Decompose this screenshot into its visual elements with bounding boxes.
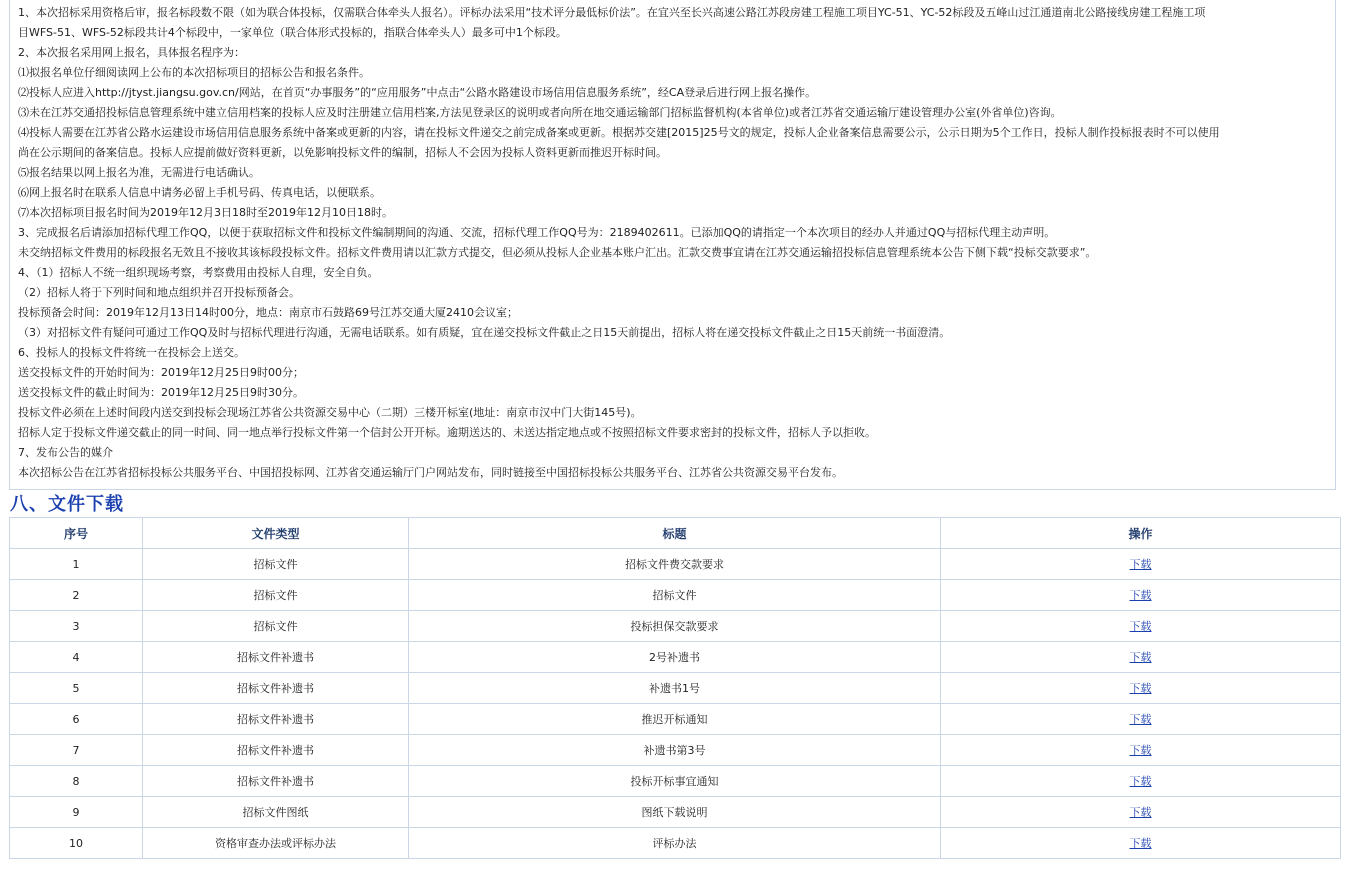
notice-line: ⑺本次招标项目报名时间为2019年12月3日18时至2019年12月10日18时。 (18, 206, 393, 219)
notice-line: 送交投标文件的开始时间为：2019年12月25日9时00分； (18, 366, 304, 379)
notice-line: 4、（1）招标人不统一组织现场考察，考察费用由投标人自理，安全自负。 (18, 266, 379, 279)
download-table (9, 517, 1341, 859)
cell-title: 评标办法 (409, 828, 941, 859)
cell-action (941, 704, 1341, 735)
notice-line: （3）对招标文件有疑问可通过工作QQ及时与招标代理进行沟通，无需电话联系。如有质疑，宜在递交投标文件截止之日15天前提出，招标人将在递交投标文件截止之日15天前统一书面澄清。 (18, 326, 951, 339)
cell-action (941, 549, 1341, 580)
notice-line: ⑴拟报名单位仔细阅读网上公布的本次招标项目的招标公告和报名条件。 (18, 66, 370, 79)
table-row (10, 797, 1341, 828)
download-link[interactable]: 下载 (1129, 589, 1152, 602)
cell-index: 4 (10, 642, 143, 673)
table-header-row (10, 518, 1341, 549)
download-link[interactable]: 下载 (1129, 651, 1152, 664)
cell-action (941, 611, 1341, 642)
table-row (10, 704, 1341, 735)
table-row (10, 828, 1341, 859)
notice-line: 7、发布公告的媒介 (18, 446, 113, 459)
notice-line: 1、本次招标采用资格后审，报名标段数不限（如为联合体投标，仅需联合体牵头人报名）。评标办法采用“技术评分最低标价法”。在宜兴至长兴高速公路江苏段房建工程施工项目YC-51、YC-52标段及五峰山过江通道南北公路接线房建工程施工项 (18, 6, 1206, 19)
cell-action (941, 735, 1341, 766)
download-link[interactable]: 下载 (1129, 806, 1152, 819)
cell-title: 补遗书1号 (409, 673, 941, 704)
cell-file-type: 招标文件补遗书 (143, 735, 409, 766)
cell-index: 7 (10, 735, 143, 766)
cell-file-type: 招标文件补遗书 (143, 704, 409, 735)
notice-line: 尚在公示期间的备案信息。投标人应提前做好资料更新，以免影响投标文件的编制，招标人不会因为投标人资料更新而推迟开标时间。 (18, 146, 667, 159)
cell-index: 1 (10, 549, 143, 580)
header-action: 操作 (941, 518, 1341, 549)
cell-title: 招标文件 (409, 580, 941, 611)
cell-action (941, 580, 1341, 611)
notice-line: ⑵投标人应进入http://jtyst.jiangsu.gov.cn/网站，在首页“办事服务”的“应用服务”中点击“公路水路建设市场信用信息服务系统”，经CA登录后进行网上报名操作。 (18, 86, 817, 99)
notice-line: 招标人定于投标文件递交截止的同一时间、同一地点举行投标文件第一个信封公开开标。逾期送达的、未送达指定地点或不按照招标文件要求密封的投标文件，招标人予以拒收。 (18, 426, 876, 439)
download-link[interactable]: 下载 (1129, 775, 1152, 788)
cell-title: 补遗书第3号 (409, 735, 941, 766)
cell-file-type: 招标文件补遗书 (143, 673, 409, 704)
notice-line: 3、完成报名后请添加招标代理工作QQ，以便于获取招标文件和投标文件编制期间的沟通、交流，招标代理工作QQ号为：2189402611。已添加QQ的请指定一个本次项目的经办人并通过QQ与招标代理主动声明。 (18, 226, 1056, 239)
cell-file-type: 资格审查办法或评标办法 (143, 828, 409, 859)
table-row (10, 549, 1341, 580)
download-link[interactable]: 下载 (1129, 744, 1152, 757)
cell-title: 投标开标事宜通知 (409, 766, 941, 797)
download-link[interactable]: 下载 (1129, 682, 1152, 695)
cell-file-type: 招标文件 (143, 549, 409, 580)
cell-index: 9 (10, 797, 143, 828)
header-title: 标题 (409, 518, 941, 549)
notice-line: 投标文件必须在上述时间段内送交到投标会现场江苏省公共资源交易中心（二期）三楼开标室(地址：南京市汉中门大街145号)。 (18, 406, 642, 419)
notice-line: 6、投标人的投标文件将统一在投标会上送交。 (18, 346, 245, 359)
cell-file-type: 招标文件 (143, 611, 409, 642)
header-index: 序号 (10, 518, 143, 549)
cell-action (941, 673, 1341, 704)
notice-line: 未交纳招标文件费用的标段报名无效且不接收其该标段投标文件。招标文件费用请以汇款方式提交，但必须从投标人企业基本账户汇出。汇款交费事宜请在江苏交通运输招投标信息管理系统本公告下侧下载“投标交款要求”。 (18, 246, 1097, 259)
download-link[interactable]: 下载 (1129, 713, 1152, 726)
cell-index: 2 (10, 580, 143, 611)
cell-index: 10 (10, 828, 143, 859)
notice-line: 2、本次报名采用网上报名，具体报名程序为： (18, 46, 245, 59)
cell-action (941, 828, 1341, 859)
notice-line: 目WFS-51、WFS-52标段共计4个标段中，一家单位（联合体形式投标的，指联合体牵头人）最多可中1个标段。 (18, 26, 567, 39)
cell-index: 8 (10, 766, 143, 797)
cell-title: 图纸下载说明 (409, 797, 941, 828)
table-row (10, 580, 1341, 611)
notice-line: ⑸报名结果以网上报名为准，无需进行电话确认。 (18, 166, 260, 179)
notice-line: ⑷投标人需要在江苏省公路水运建设市场信用信息服务系统中备案或更新的内容，请在投标文件递交之前完成备案或更新。根据苏交建[2015]25号文的规定，投标人企业备案信息需要公示，公示日期为5个工作日，投标人制作投标报表时不可以使用 (18, 126, 1220, 139)
notice-line: （2）招标人将于下列时间和地点组织并召开投标预备会。 (18, 286, 300, 299)
notice-content (9, 0, 1336, 490)
cell-action (941, 766, 1341, 797)
cell-index: 6 (10, 704, 143, 735)
cell-file-type: 招标文件补遗书 (143, 766, 409, 797)
cell-title: 推迟开标通知 (409, 704, 941, 735)
download-link[interactable]: 下载 (1129, 837, 1152, 850)
notice-line: ⑹网上报名时在联系人信息中请务必留上手机号码、传真电话，以便联系。 (18, 186, 381, 199)
notice-line: ⑶未在江苏交通招投标信息管理系统中建立信用档案的投标人应及时注册建立信用档案,方法见登录区的说明或者向所在地交通运输部门招标监督机构(本省单位)或者江苏省交通运输厅建设管理办公室(外省单位)咨询。 (18, 106, 1062, 119)
cell-index: 3 (10, 611, 143, 642)
download-link[interactable]: 下载 (1129, 620, 1152, 633)
table-row (10, 673, 1341, 704)
cell-index: 5 (10, 673, 143, 704)
cell-file-type: 招标文件补遗书 (143, 642, 409, 673)
notice-line: 送交投标文件的截止时间为：2019年12月25日9时30分。 (18, 386, 304, 399)
notice-line: 投标预备会时间：2019年12月13日14时00分，地点：南京市石鼓路69号江苏交通大厦2410会议室； (18, 306, 518, 319)
notice-line: 本次招标公告在江苏省招标投标公共服务平台、中国招投标网、江苏省交通运输厅门户网站发布，同时链接至中国招标投标公共服务平台、江苏省公共资源交易平台发布。 (18, 466, 843, 479)
cell-title: 2号补遗书 (409, 642, 941, 673)
cell-title: 投标担保交款要求 (409, 611, 941, 642)
cell-file-type: 招标文件图纸 (143, 797, 409, 828)
cell-action (941, 797, 1341, 828)
table-row (10, 766, 1341, 797)
download-link[interactable]: 下载 (1129, 558, 1152, 571)
cell-file-type: 招标文件 (143, 580, 409, 611)
table-row (10, 642, 1341, 673)
cell-title: 招标文件费交款要求 (409, 549, 941, 580)
cell-action (941, 642, 1341, 673)
table-row (10, 611, 1341, 642)
header-file-type: 文件类型 (143, 518, 409, 549)
section-title: 八、文件下载 (10, 494, 124, 515)
table-row (10, 735, 1341, 766)
